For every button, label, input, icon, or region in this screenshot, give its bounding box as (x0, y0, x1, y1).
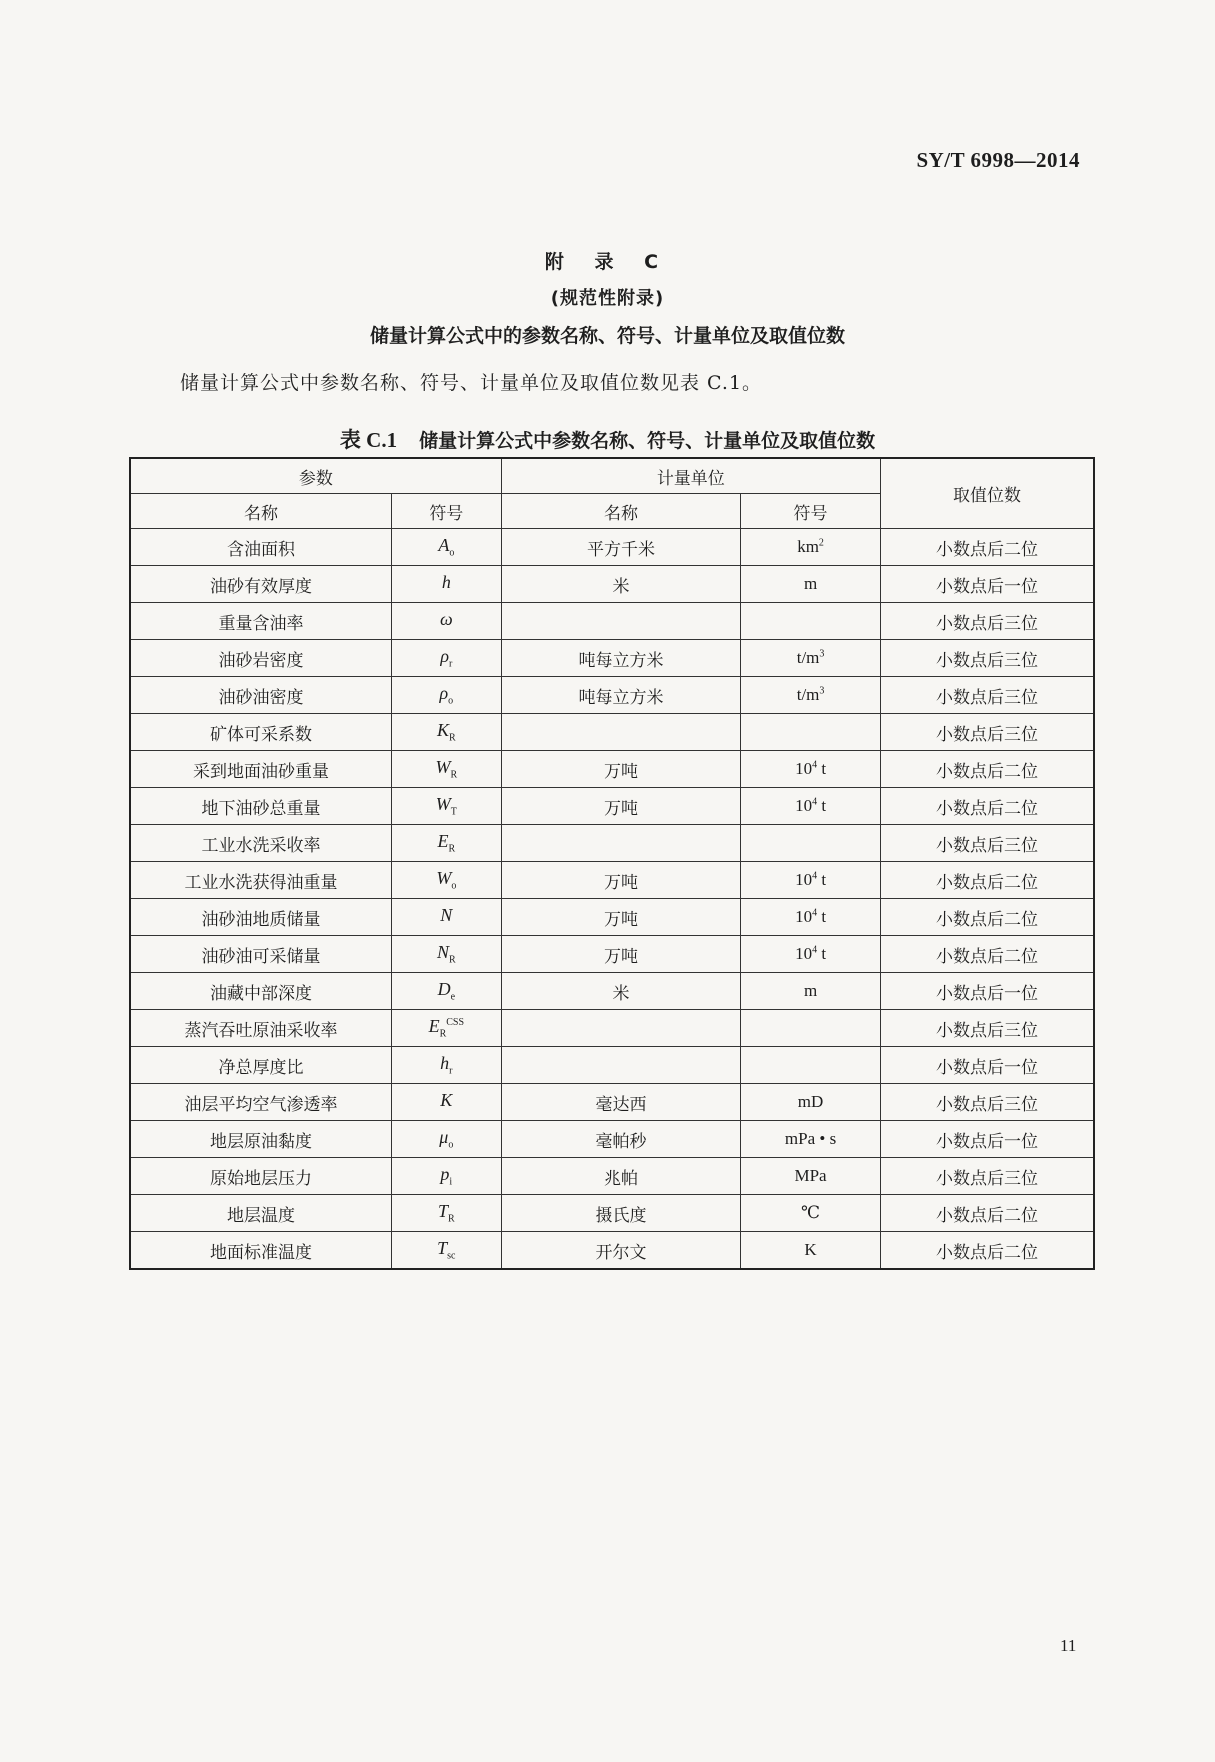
param-symbol-cell (391, 1195, 501, 1232)
intro-paragraph: 储量计算公式中参数名称、符号、计量单位及取值位数见表 C.1。 (180, 372, 763, 394)
unit-symbol-base: MPa (794, 1166, 827, 1185)
symbol-main: ρ (440, 646, 449, 667)
unit-symbol-base: m (803, 574, 818, 593)
header-unit-group: 计量单位 (501, 458, 880, 494)
param-symbol-cell (391, 1084, 501, 1121)
symbol-main: D (437, 979, 451, 1000)
standard-code: SY/T 6998—2014 (916, 148, 1080, 172)
unit-symbol-base: 10 (795, 759, 813, 778)
param-symbol-cell (391, 1232, 501, 1270)
symbol-main: K (436, 720, 449, 741)
param-symbol-cell (391, 677, 501, 714)
unit-symbol-superscript: 4 (812, 907, 818, 919)
unit-name-cell (501, 1047, 740, 1084)
unit-symbol-cell (741, 529, 881, 566)
unit-symbol-base: mPa • s (784, 1129, 837, 1148)
table-caption (0, 424, 1215, 454)
param-name-cell: 油砂油可采储量 (130, 936, 391, 973)
precision-cell: 小数点后一位 (880, 1047, 1094, 1084)
precision-cell: 小数点后三位 (880, 825, 1094, 862)
unit-name-cell (501, 714, 740, 751)
unit-symbol-cell (741, 1232, 881, 1270)
appendix-heading: 储量计算公式中的参数名称、符号、计量单位及取值位数 (369, 325, 845, 347)
symbol-main: ρ (439, 683, 449, 704)
unit-symbol-base: m (803, 981, 818, 1000)
unit-symbol-tail: t (817, 796, 827, 815)
unit-name-cell: 万吨 (501, 899, 740, 936)
param-name-cell: 油藏中部深度 (130, 973, 391, 1010)
unit-symbol-superscript: 4 (812, 759, 818, 771)
table-row (130, 640, 1094, 677)
param-symbol-cell (391, 1121, 501, 1158)
param-symbol-cell (391, 1158, 501, 1195)
appendix-subtitle: (规范性附录) (550, 288, 665, 309)
unit-name-cell: 开尔文 (501, 1232, 740, 1270)
param-name-cell: 油砂油密度 (130, 677, 391, 714)
symbol-subscript: o (451, 880, 457, 892)
precision-cell: 小数点后二位 (880, 936, 1094, 973)
param-symbol-cell (391, 788, 501, 825)
table-row (130, 825, 1094, 862)
table-row (130, 788, 1094, 825)
symbol-subscript: o (448, 695, 454, 707)
unit-symbol-cell (741, 788, 881, 825)
precision-cell: 小数点后二位 (880, 899, 1094, 936)
header-param-group: 参数 (130, 458, 501, 494)
table-row (130, 862, 1094, 899)
precision-cell: 小数点后三位 (880, 1158, 1094, 1195)
unit-symbol-cell (741, 899, 881, 936)
symbol-main: E (437, 831, 449, 852)
param-name-cell: 地下油砂总重量 (130, 788, 391, 825)
param-symbol-cell (391, 566, 501, 603)
param-name-cell: 油砂油地质储量 (130, 899, 391, 936)
precision-cell: 小数点后二位 (880, 529, 1094, 566)
unit-name-cell: 万吨 (501, 862, 740, 899)
unit-symbol-tail: t (817, 907, 827, 926)
unit-symbol-cell (741, 566, 881, 603)
param-name-cell: 采到地面油砂重量 (130, 751, 391, 788)
unit-symbol-superscript: 4 (812, 944, 818, 956)
param-name-cell: 净总厚度比 (130, 1047, 391, 1084)
param-name-cell: 原始地层压力 (130, 1158, 391, 1195)
unit-name-cell: 毫帕秒 (501, 1121, 740, 1158)
unit-symbol-superscript: 4 (812, 796, 818, 808)
table-row (130, 1084, 1094, 1121)
symbol-main: p (440, 1164, 450, 1185)
unit-symbol-base: t/m (796, 685, 820, 704)
table-row (130, 603, 1094, 640)
precision-cell: 小数点后二位 (880, 788, 1094, 825)
precision-cell: 小数点后二位 (880, 1195, 1094, 1232)
unit-name-cell: 米 (501, 566, 740, 603)
table-row (130, 677, 1094, 714)
symbol-subscript: i (449, 1176, 453, 1188)
unit-symbol-cell (741, 825, 881, 862)
precision-cell: 小数点后一位 (880, 1121, 1094, 1158)
param-symbol-cell (391, 529, 501, 566)
unit-symbol-base: 10 (795, 796, 813, 815)
header-precision: 取值位数 (880, 458, 1094, 529)
symbol-subscript: R (447, 1213, 455, 1225)
unit-symbol-superscript: 4 (812, 870, 818, 882)
unit-symbol-base: mD (797, 1092, 824, 1111)
unit-symbol-base: 10 (795, 870, 813, 889)
symbol-main: h (440, 1053, 450, 1074)
unit-symbol-cell (741, 640, 881, 677)
precision-cell: 小数点后三位 (880, 1084, 1094, 1121)
param-symbol-cell (391, 1010, 501, 1047)
header-param-symbol: 符号 (391, 494, 501, 529)
unit-symbol-cell (741, 1158, 881, 1195)
symbol-main: N (436, 942, 449, 963)
unit-symbol-cell (741, 714, 881, 751)
symbol-subscript: o (448, 1139, 454, 1151)
symbol-main: μ (439, 1127, 449, 1148)
symbol-subscript: e (450, 991, 456, 1003)
table-row (130, 1158, 1094, 1195)
symbol-main: W (435, 757, 451, 778)
table-row (130, 566, 1094, 603)
param-name-cell: 矿体可采系数 (130, 714, 391, 751)
table-row (130, 529, 1094, 566)
param-symbol-cell (391, 973, 501, 1010)
table-row (130, 751, 1094, 788)
param-name-cell: 地面标准温度 (130, 1232, 391, 1270)
param-name-cell: 工业水洗获得油重量 (130, 862, 391, 899)
unit-name-cell (501, 825, 740, 862)
unit-symbol-cell (741, 1084, 881, 1121)
precision-cell: 小数点后三位 (880, 640, 1094, 677)
param-symbol-cell (391, 603, 501, 640)
header-param-name: 名称 (130, 494, 391, 529)
symbol-main: K (440, 1090, 453, 1111)
unit-name-cell: 吨每立方米 (501, 677, 740, 714)
symbol-main: ω (439, 609, 453, 630)
unit-symbol-base: 10 (795, 944, 813, 963)
parameter-table (129, 457, 1095, 1270)
param-symbol-cell (391, 825, 501, 862)
table-row (130, 899, 1094, 936)
unit-symbol-cell (741, 936, 881, 973)
param-name-cell: 地层原油黏度 (130, 1121, 391, 1158)
symbol-subscript: R (450, 769, 458, 781)
precision-cell: 小数点后三位 (880, 714, 1094, 751)
symbol-subscript: R (448, 732, 456, 744)
symbol-subscript: R (439, 1028, 447, 1040)
unit-symbol-tail: t (817, 870, 827, 889)
unit-name-cell: 毫达西 (501, 1084, 740, 1121)
symbol-subscript: r (448, 658, 453, 670)
symbol-subscript: r (449, 1065, 453, 1077)
precision-cell: 小数点后一位 (880, 973, 1094, 1010)
table-caption-number: 表 C.1 (339, 428, 398, 452)
unit-symbol-base: ℃ (801, 1203, 821, 1222)
unit-name-cell: 吨每立方米 (501, 640, 740, 677)
table-row (130, 1010, 1094, 1047)
unit-name-cell: 兆帕 (501, 1158, 740, 1195)
unit-symbol-cell (741, 1195, 881, 1232)
precision-cell: 小数点后二位 (880, 1232, 1094, 1270)
symbol-main: h (441, 572, 451, 593)
unit-symbol-cell (741, 751, 881, 788)
symbol-main: A (438, 535, 450, 556)
precision-cell: 小数点后二位 (880, 862, 1094, 899)
unit-name-cell (501, 1010, 740, 1047)
unit-symbol-base: K (804, 1240, 817, 1259)
unit-name-cell (501, 603, 740, 640)
param-name-cell: 含油面积 (130, 529, 391, 566)
table-caption-text: 储量计算公式中参数名称、符号、计量单位及取值位数 (419, 430, 876, 452)
unit-name-cell: 平方千米 (501, 529, 740, 566)
unit-name-cell: 米 (501, 973, 740, 1010)
table-row (130, 714, 1094, 751)
param-symbol-cell (391, 899, 501, 936)
page-number: 11 (1060, 1636, 1077, 1655)
symbol-main: W (435, 794, 451, 815)
param-name-cell: 地层温度 (130, 1195, 391, 1232)
table-row (130, 973, 1094, 1010)
unit-symbol-tail: t (817, 759, 827, 778)
symbol-main: E (428, 1016, 440, 1037)
unit-symbol-base: t/m (796, 648, 820, 667)
symbol-subscript: o (449, 547, 455, 559)
unit-name-cell: 万吨 (501, 751, 740, 788)
table-row (130, 1195, 1094, 1232)
param-name-cell: 油砂有效厚度 (130, 566, 391, 603)
table-row (130, 1232, 1094, 1270)
unit-symbol-cell (741, 1047, 881, 1084)
table-row (130, 936, 1094, 973)
precision-cell: 小数点后一位 (880, 566, 1094, 603)
symbol-superscript: CSS (446, 1017, 465, 1029)
param-name-cell: 油层平均空气渗透率 (130, 1084, 391, 1121)
param-name-cell: 油砂岩密度 (130, 640, 391, 677)
unit-symbol-tail: t (817, 944, 827, 963)
header-unit-symbol: 符号 (741, 494, 881, 529)
symbol-subscript: R (448, 843, 456, 855)
unit-symbol-base: 10 (795, 907, 813, 926)
symbol-main: T (437, 1201, 448, 1222)
param-name-cell: 蒸汽吞吐原油采收率 (130, 1010, 391, 1047)
table-row (130, 1121, 1094, 1158)
unit-symbol-superscript: 3 (819, 685, 825, 697)
table-row (130, 1047, 1094, 1084)
unit-symbol-cell (741, 862, 881, 899)
unit-symbol-cell (741, 677, 881, 714)
symbol-subscript: sc (447, 1250, 456, 1262)
symbol-subscript: R (448, 954, 456, 966)
param-name-cell: 重量含油率 (130, 603, 391, 640)
precision-cell: 小数点后二位 (880, 751, 1094, 788)
unit-symbol-cell (741, 1121, 881, 1158)
table-body (130, 529, 1094, 1270)
precision-cell: 小数点后三位 (880, 603, 1094, 640)
unit-name-cell: 摄氏度 (501, 1195, 740, 1232)
param-symbol-cell (391, 936, 501, 973)
header-unit-name: 名称 (501, 494, 740, 529)
param-symbol-cell (391, 1047, 501, 1084)
unit-symbol-superscript: 2 (818, 537, 824, 549)
unit-symbol-base: km (797, 537, 819, 556)
symbol-main: W (436, 868, 452, 889)
unit-name-cell: 万吨 (501, 788, 740, 825)
unit-symbol-cell (741, 603, 881, 640)
unit-symbol-cell (741, 973, 881, 1010)
param-name-cell: 工业水洗采收率 (130, 825, 391, 862)
symbol-subscript: T (450, 806, 457, 818)
appendix-title: 附 录 C (544, 251, 671, 273)
symbol-main: N (440, 905, 453, 926)
param-symbol-cell (391, 862, 501, 899)
precision-cell: 小数点后三位 (880, 1010, 1094, 1047)
unit-symbol-superscript: 3 (819, 648, 825, 660)
unit-name-cell: 万吨 (501, 936, 740, 973)
precision-cell: 小数点后三位 (880, 677, 1094, 714)
unit-symbol-cell (741, 1010, 881, 1047)
symbol-main: T (437, 1238, 448, 1259)
param-symbol-cell (391, 640, 501, 677)
param-symbol-cell (391, 714, 501, 751)
param-symbol-cell (391, 751, 501, 788)
